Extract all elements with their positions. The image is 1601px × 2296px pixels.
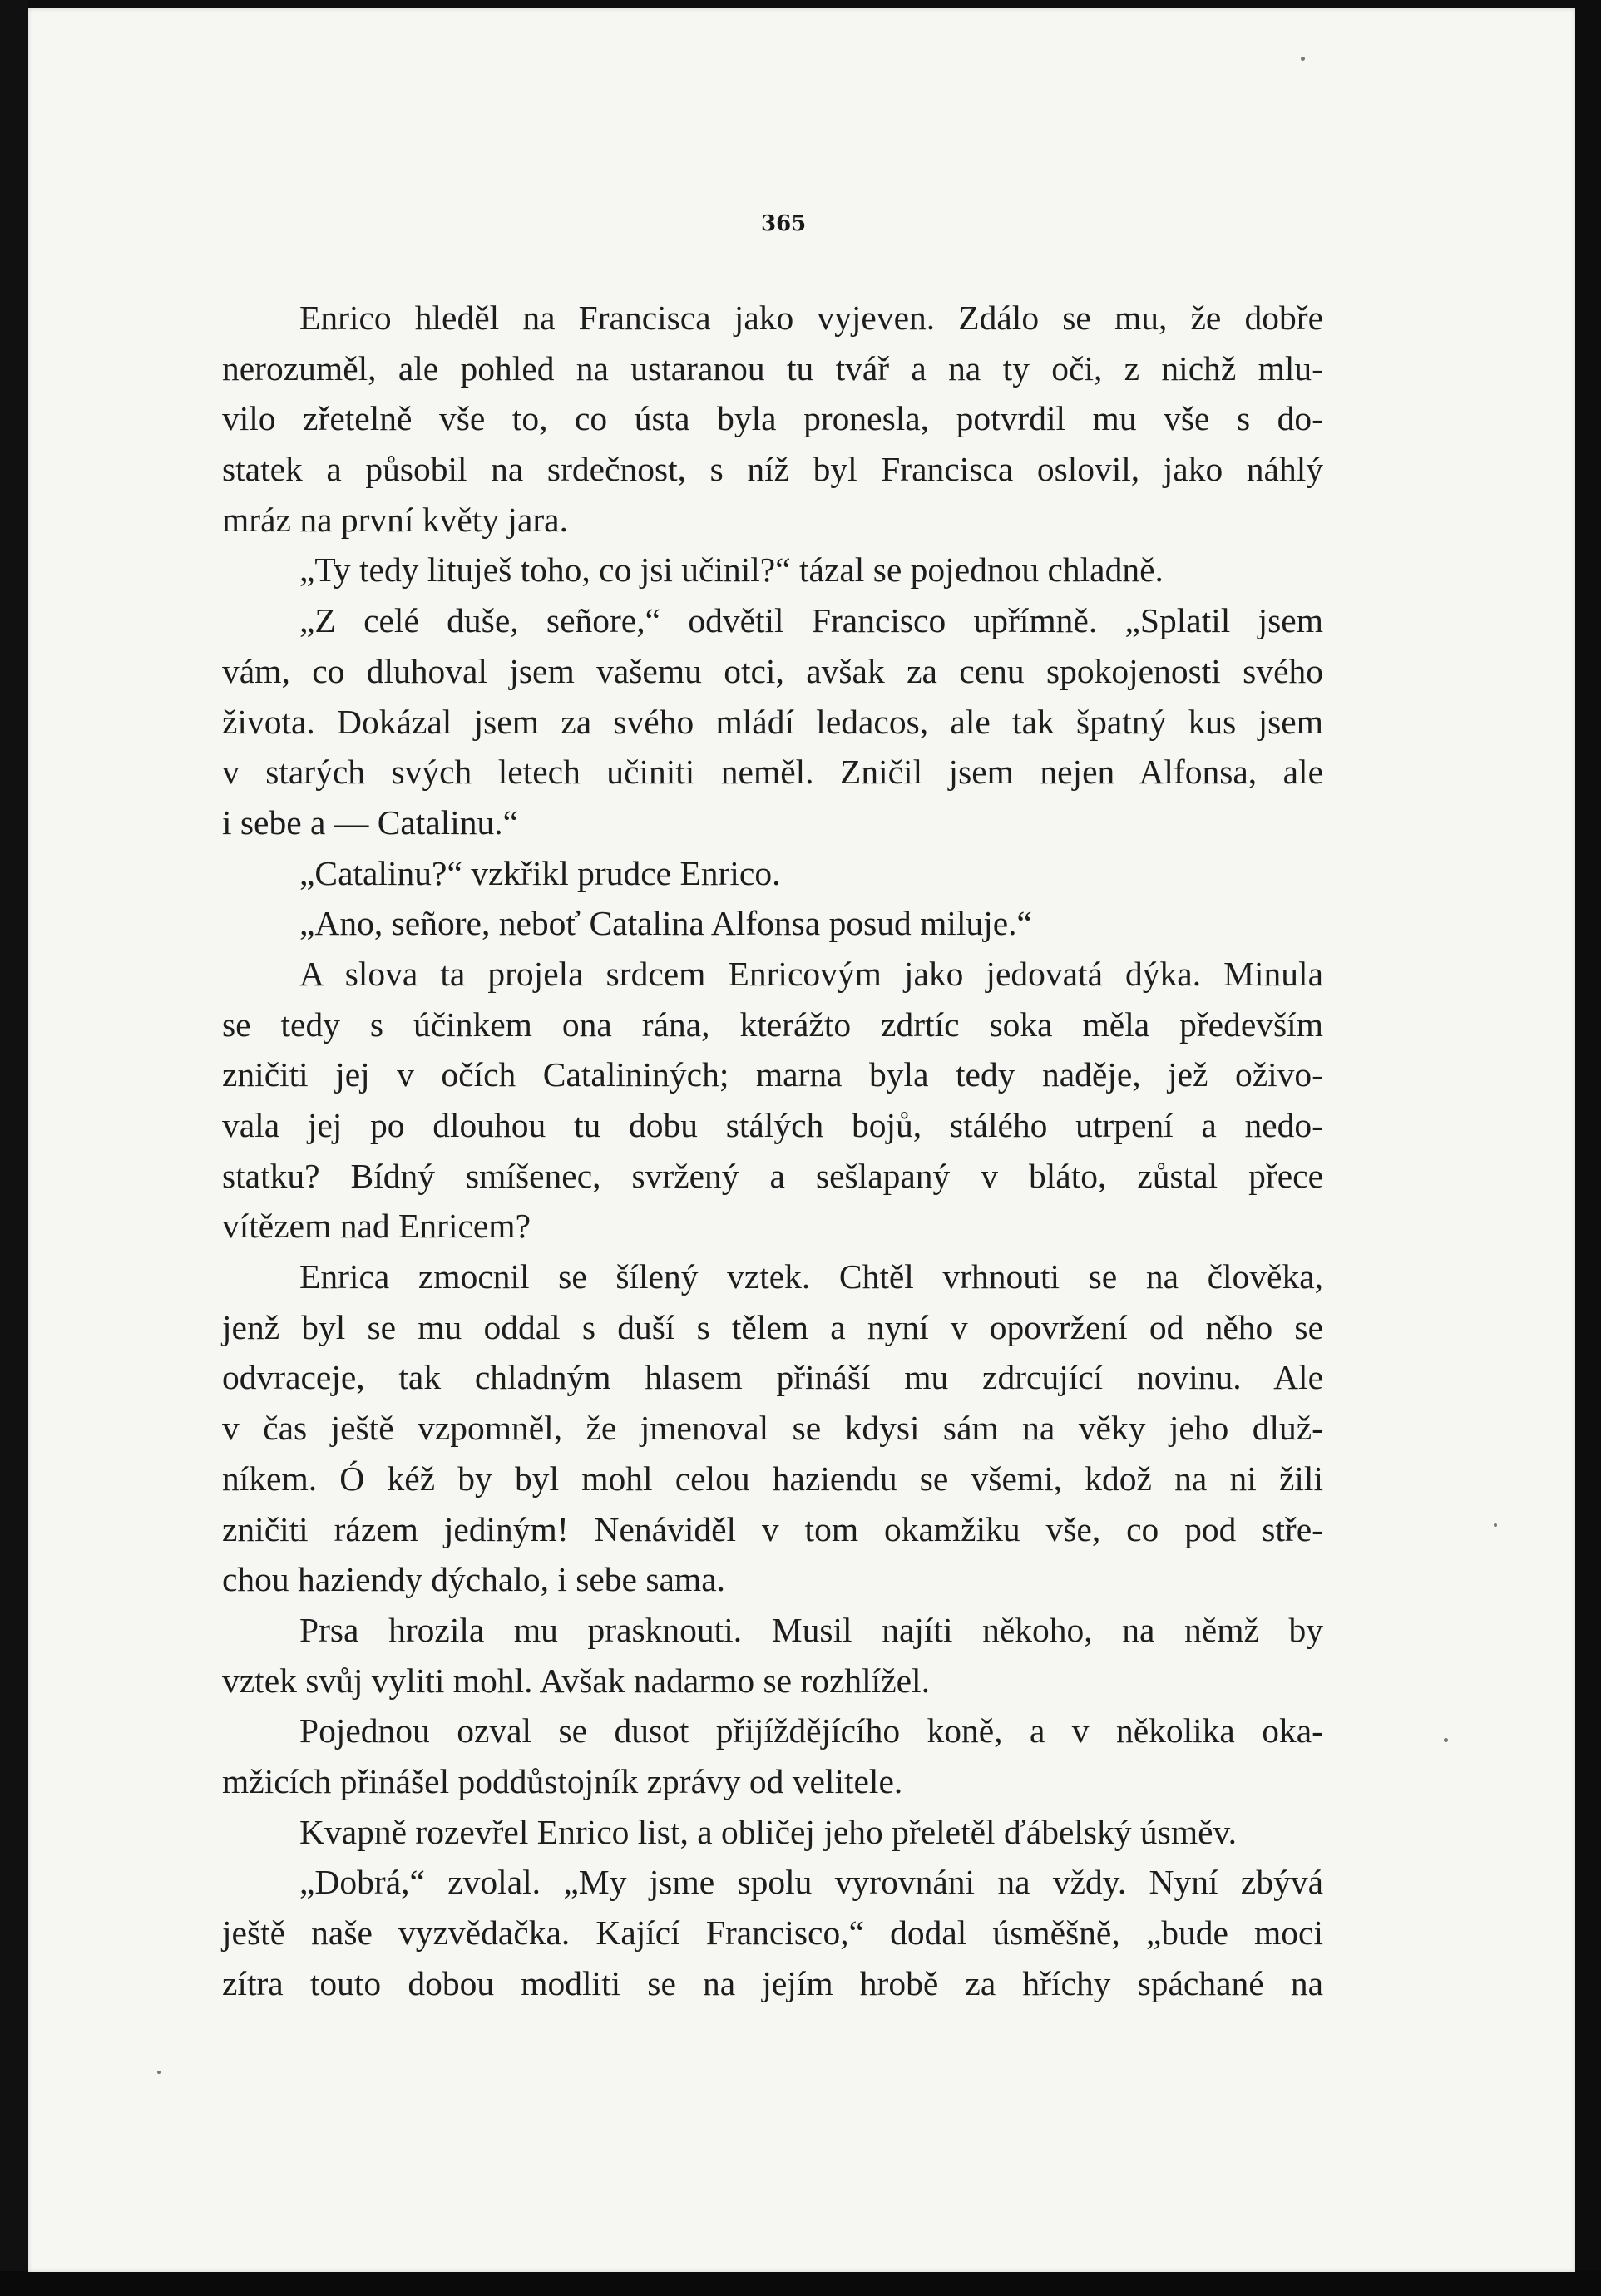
text-line: „Dobrá,“ zvolal. „My jsme spolu vyrovnáni na vždy. Nyní zbývá <box>299 1863 1323 1902</box>
text-line: „Ano, señore, neboť Catalina Alfonsa posud miluje.“ <box>299 904 1032 943</box>
text-line: mráz na první květy jara. <box>222 500 568 539</box>
text-line: Enrico hleděl na Francisca jako vyjeven. Zdálo se mu, že dobře <box>299 299 1323 337</box>
page-number: 365 <box>761 211 807 236</box>
text-line: Prsa hrozila mu prasknouti. Musil najíti někoho, na němž by <box>299 1610 1323 1649</box>
text-line: A slova ta projela srdcem Enricovým jako jedovatá dýka. Minula <box>299 954 1323 993</box>
scan-speck <box>1301 57 1305 61</box>
scan-left-border <box>0 0 28 2296</box>
text-line: v čas ještě vzpomněl, že jmenoval se kdysi sám na věky jeho dluž- <box>222 1409 1323 1448</box>
text-line: „Ty tedy lituješ toho, co jsi učinil?“ tázal se pojednou chladně. <box>299 551 1164 590</box>
text-line: vala jej po dlouhou tu dobu stálých bojů, stálého utrpení a nedo- <box>222 1106 1323 1144</box>
text-line: chou haziendy dýchalo, i sebe sama. <box>222 1560 725 1599</box>
scan-speck <box>157 2071 161 2074</box>
text-line: Enrica zmocnil se šílený vztek. Chtěl vrhnouti se na člověka, <box>299 1257 1323 1296</box>
scan-speck <box>1444 1738 1448 1742</box>
text-line: Kvapně rozevřel Enrico list, a obličej jeho přeletěl ďábelský úsměv. <box>299 1812 1237 1851</box>
text-line: se tedy s účinkem ona rána, kterážto zdrtíc soka měla především <box>222 1005 1323 1044</box>
text-line: jenž byl se mu oddal s duší s tělem a nyní v opovržení od něho se <box>222 1307 1323 1346</box>
text-line: níkem. Ó kéž by byl mohl celou haziendu se všemi, kdož na ni žili <box>222 1459 1323 1498</box>
text-line: vítězem nad Enricem? <box>222 1207 531 1246</box>
text-line: ještě naše vyzvědačka. Kající Francisco,“ dodal úsměšně, „bude moci <box>222 1913 1323 1952</box>
text-line: nerozuměl, ale pohled na ustaranou tu tvář a na ty oči, z nichž mlu- <box>222 348 1323 388</box>
text-line: v starých svých letech učiniti neměl. Zničil jsem nejen Alfonsa, ale <box>222 753 1323 792</box>
text-line: zničiti rázem jediným! Nenáviděl v tom okamžiku vše, co pod stře- <box>222 1509 1323 1548</box>
text-line: mžicích přinášel poddůstojník zprávy od velitele. <box>222 1761 903 1800</box>
text-line: i sebe a — Catalinu.“ <box>222 802 519 842</box>
text-line: zničiti jej v očích Catalininých; marna byla tedy naděje, jež oživo- <box>222 1055 1323 1094</box>
text-line: vám, co dluhoval jsem vašemu otci, avšak za cenu spokojenosti svého <box>222 651 1323 690</box>
text-line: Pojednou ozval se dusot přijíždějícího koně, a v několika oka- <box>299 1711 1323 1750</box>
text-line: „Catalinu?“ vzkřikl prudce Enrico. <box>299 853 781 892</box>
text-line: života. Dokázal jsem za svého mládí ledacos, ale tak špatný kus jsem <box>222 702 1323 741</box>
body-text <box>222 293 1323 2008</box>
scan-speck <box>1494 1523 1497 1527</box>
text-line: odvraceje, tak chladným hlasem přináší mu zdrcující novinu. Ale <box>222 1358 1323 1397</box>
text-line: „Z celé duše, señore,“ odvětil Francisco upřímně. „Splatil jsem <box>299 601 1323 640</box>
text-line: vztek svůj vyliti mohl. Avšak nadarmo se rozhlížel. <box>222 1661 930 1700</box>
text-line: vilo zřetelně vše to, co ústa byla pronesla, potvrdil mu vše s do- <box>222 399 1323 438</box>
text-line: statek a působil na srdečnost, s níž byl Francisca oslovil, jako náhlý <box>222 450 1323 489</box>
text-line: statku? Bídný smíšenec, svržený a sešlapaný v bláto, zůstal přece <box>222 1156 1323 1195</box>
scan-bottom-border <box>0 2271 1601 2296</box>
text-line: zítra touto dobou modliti se na jejím hrobě za hříchy spáchané na <box>222 1963 1323 2002</box>
